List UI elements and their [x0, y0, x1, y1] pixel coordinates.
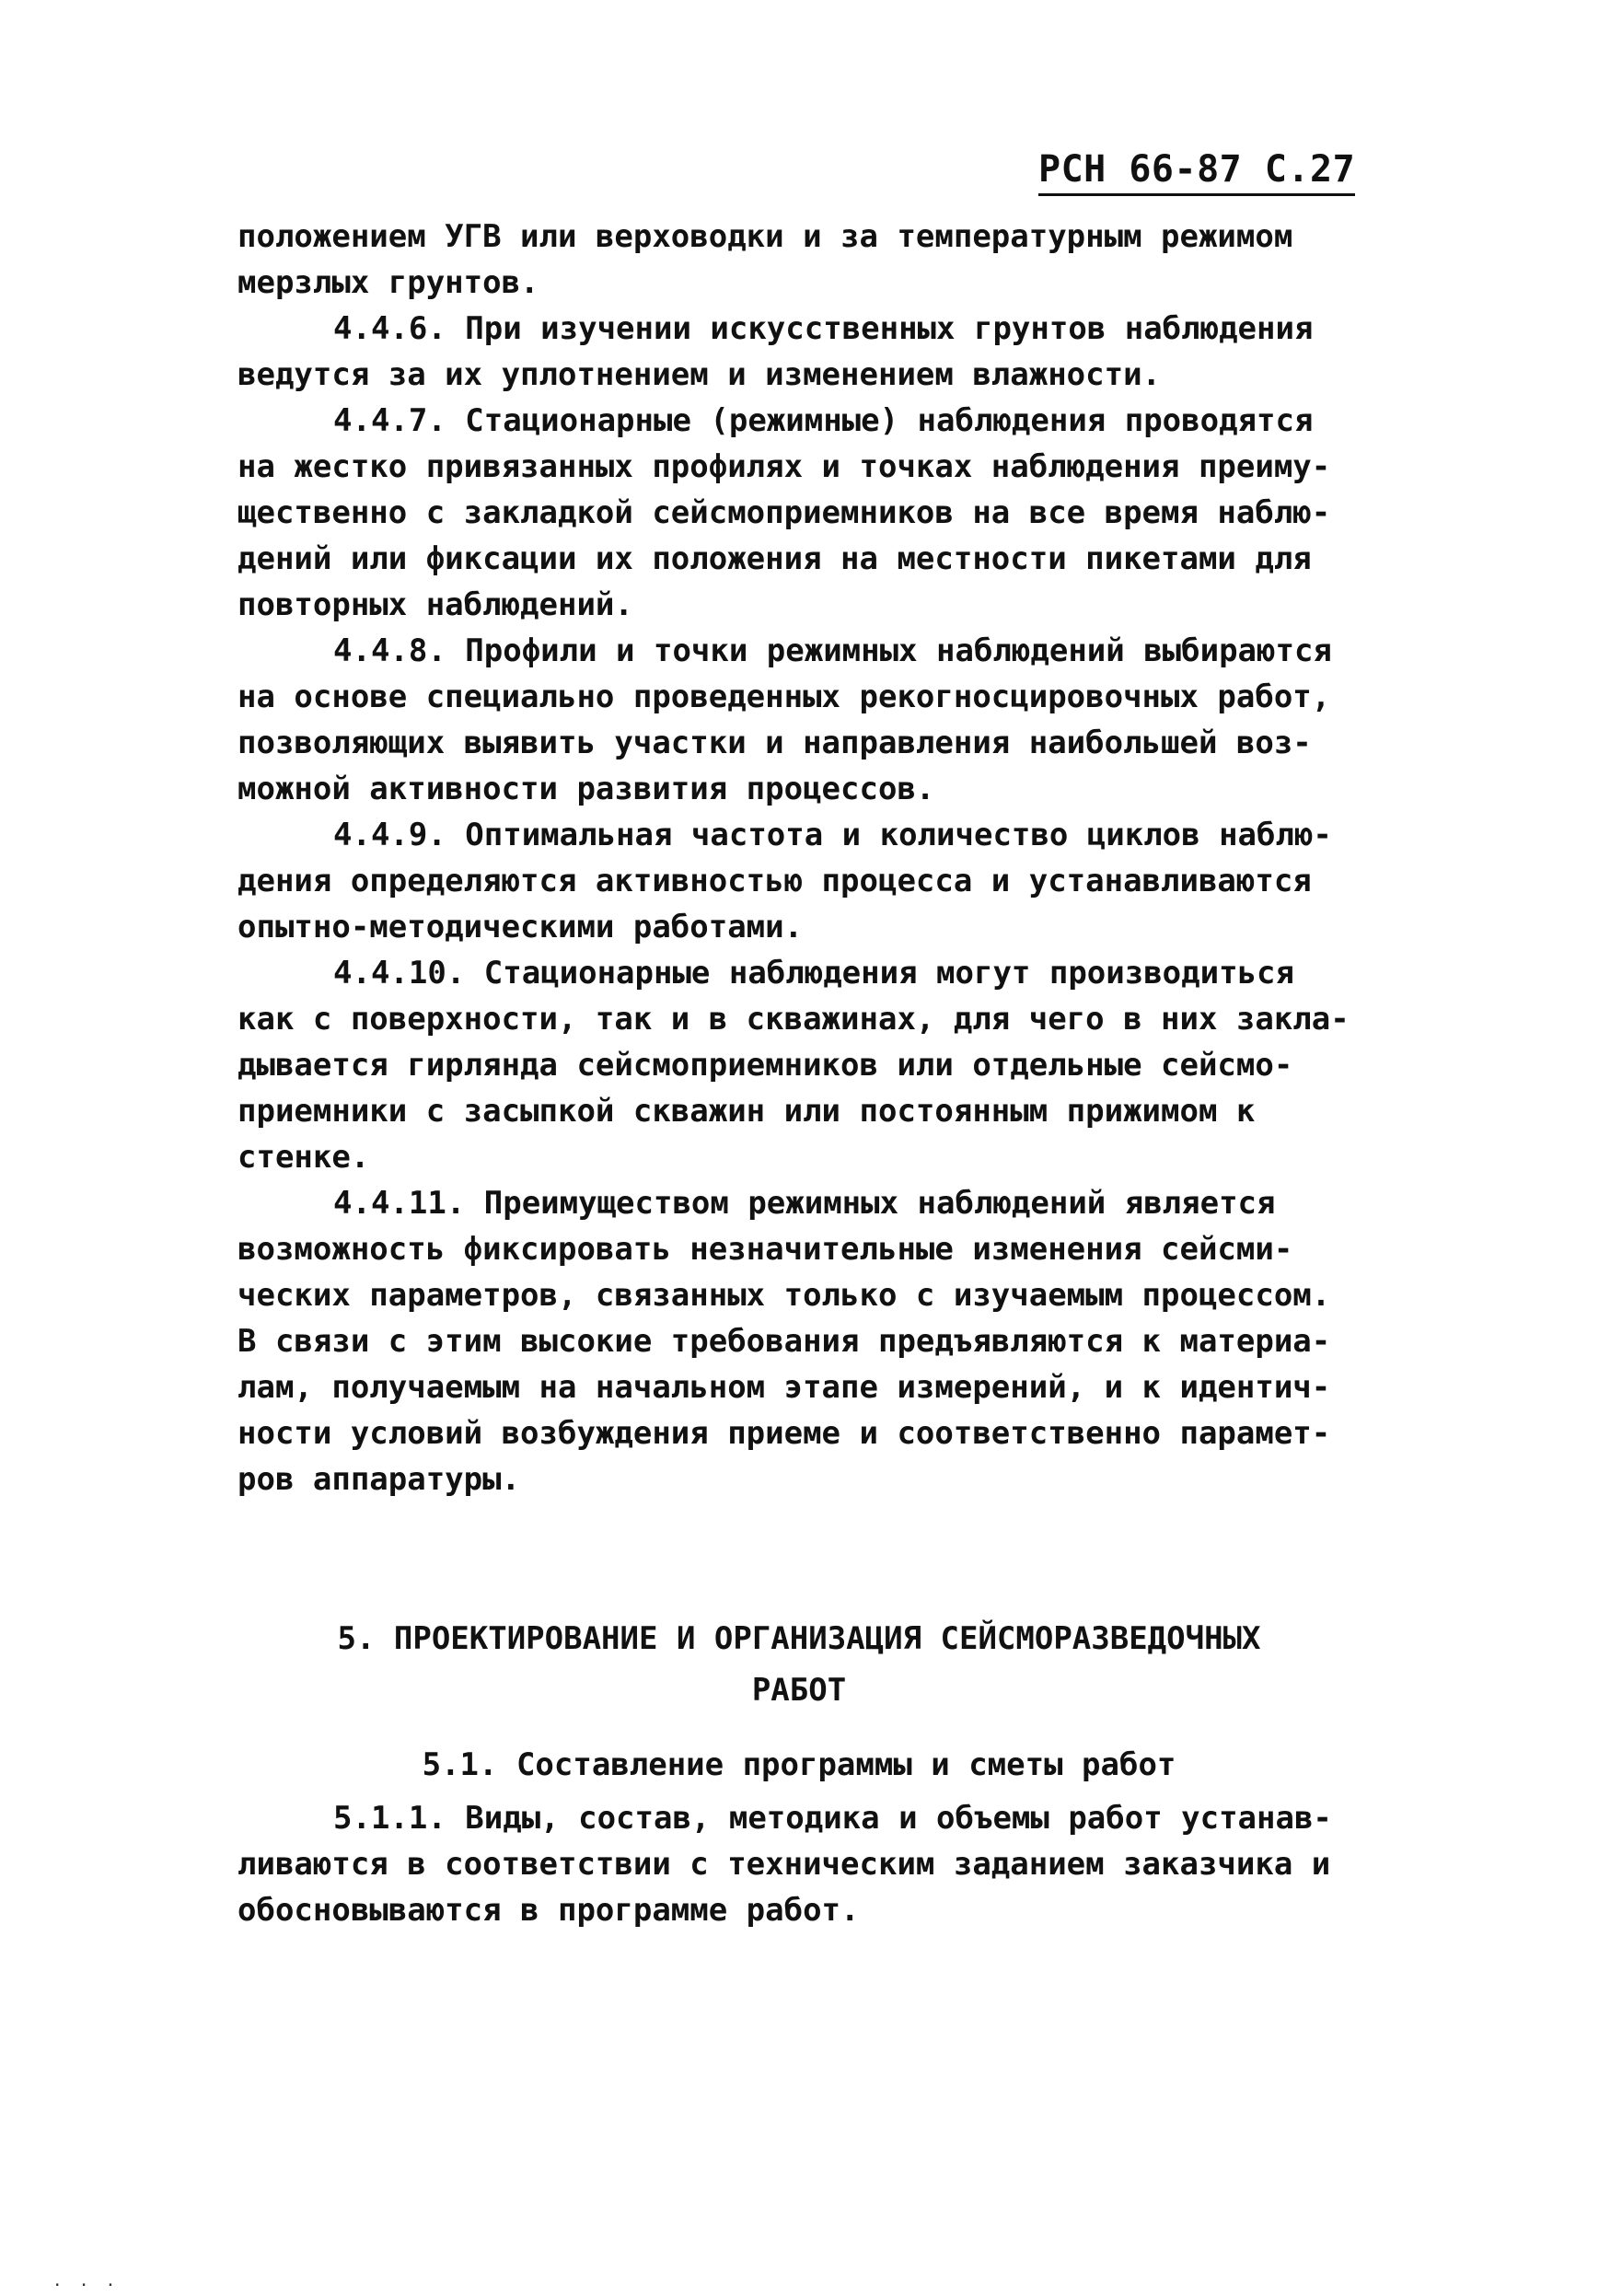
- text-line: приемники с засыпкой скважин или постоянным прижимом к: [238, 1093, 1256, 1130]
- text-line: можной активности развития процессов.: [238, 771, 935, 807]
- text-line: опытно-методическими работами.: [238, 909, 804, 945]
- text-line: на основе специально проведенных рекогносцировочных работ,: [238, 678, 1331, 715]
- paragraph-4-4-7: [238, 398, 1361, 628]
- section-heading-line: РАБОТ: [751, 1672, 847, 1709]
- subsection-5-1-heading: 5.1. Составление программы и сметы работ: [422, 1746, 1176, 1783]
- text-line: позволяющих выявить участки и направления наибольшей воз-: [238, 725, 1312, 761]
- paragraph-4-4-11: [238, 1180, 1361, 1502]
- page-code: РСН 66-87 С.27: [1038, 147, 1355, 196]
- text-line: ческих параметров, связанных только с изучаемым процессом.: [238, 1277, 1331, 1314]
- text-line: 4.4.6. При изучении искусственных грунтов наблюдения: [333, 310, 1314, 347]
- text-line: на жестко привязанных профилях и точках наблюдения преиму-: [238, 448, 1331, 485]
- paragraph-continuation: [238, 214, 1361, 306]
- text-line: дывается гирлянда сейсмоприемников или отдельные сейсмо-: [238, 1047, 1293, 1084]
- section-5-heading: [238, 1613, 1361, 1716]
- text-line: 4.4.9. Оптимальная частота и количество циклов наблю-: [333, 817, 1332, 853]
- text-line: В связи с этим высокие требования предъявляются к материа-: [238, 1323, 1331, 1360]
- text-line: 5.1.1. Виды, состав, методика и объемы работ устанав-: [333, 1800, 1332, 1837]
- text-line: возможность фиксировать незначительные изменения сейсми-: [238, 1231, 1293, 1268]
- paragraph-5-1-1: [238, 1795, 1361, 1933]
- text-line: 4.4.8. Профили и точки режимных наблюдений выбираются: [333, 632, 1332, 669]
- text-line: обосновываются в программе работ.: [238, 1892, 860, 1929]
- paragraph-4-4-10: [238, 950, 1361, 1180]
- paragraph-4-4-8: [238, 628, 1361, 812]
- text-line: 4.4.11. Преимуществом режимных наблюдений является: [333, 1185, 1276, 1222]
- text-line: 4.4.10. Стационарные наблюдения могут производиться: [333, 955, 1294, 991]
- scan-marks: . . .: [53, 2275, 121, 2290]
- text-line: ведутся за их уплотнением и изменением влажности.: [238, 356, 1162, 393]
- section-4-4-text: [238, 214, 1361, 1502]
- text-line: повторных наблюдений.: [238, 586, 633, 623]
- text-line: лам, получаемым на начальном этапе измерений, и к идентич-: [238, 1369, 1331, 1406]
- text-line: 4.4.7. Стационарные (режимные) наблюдения проводятся: [333, 402, 1314, 439]
- text-line: дения определяются активностью процесса и устанавливаются: [238, 863, 1312, 899]
- paragraph-4-4-6: [238, 306, 1361, 398]
- text-line: положением УГВ или верховодки и за температурным режимом: [238, 218, 1293, 255]
- text-line: как с поверхности, так и в скважинах, для чего в них закла-: [238, 1001, 1350, 1038]
- paragraph-4-4-9: [238, 812, 1361, 950]
- text-line: щественно с закладкой сейсмоприемников на все время наблю-: [238, 494, 1331, 531]
- text-line: мерзлых грунтов.: [238, 264, 539, 301]
- section-heading-line: 5. ПРОЕКТИРОВАНИЕ И ОРГАНИЗАЦИЯ СЕЙСМОРАЗВЕДОЧНЫХ: [337, 1620, 1261, 1657]
- text-line: ности условий возбуждения приеме и соответственно парамет-: [238, 1415, 1331, 1452]
- text-line: ливаются в соответствии с техническим заданием заказчика и: [238, 1846, 1331, 1883]
- text-line: ров аппаратуры.: [238, 1461, 521, 1498]
- text-line: стенке.: [238, 1139, 370, 1176]
- text-line: дений или фиксации их положения на местности пикетами для: [238, 540, 1312, 577]
